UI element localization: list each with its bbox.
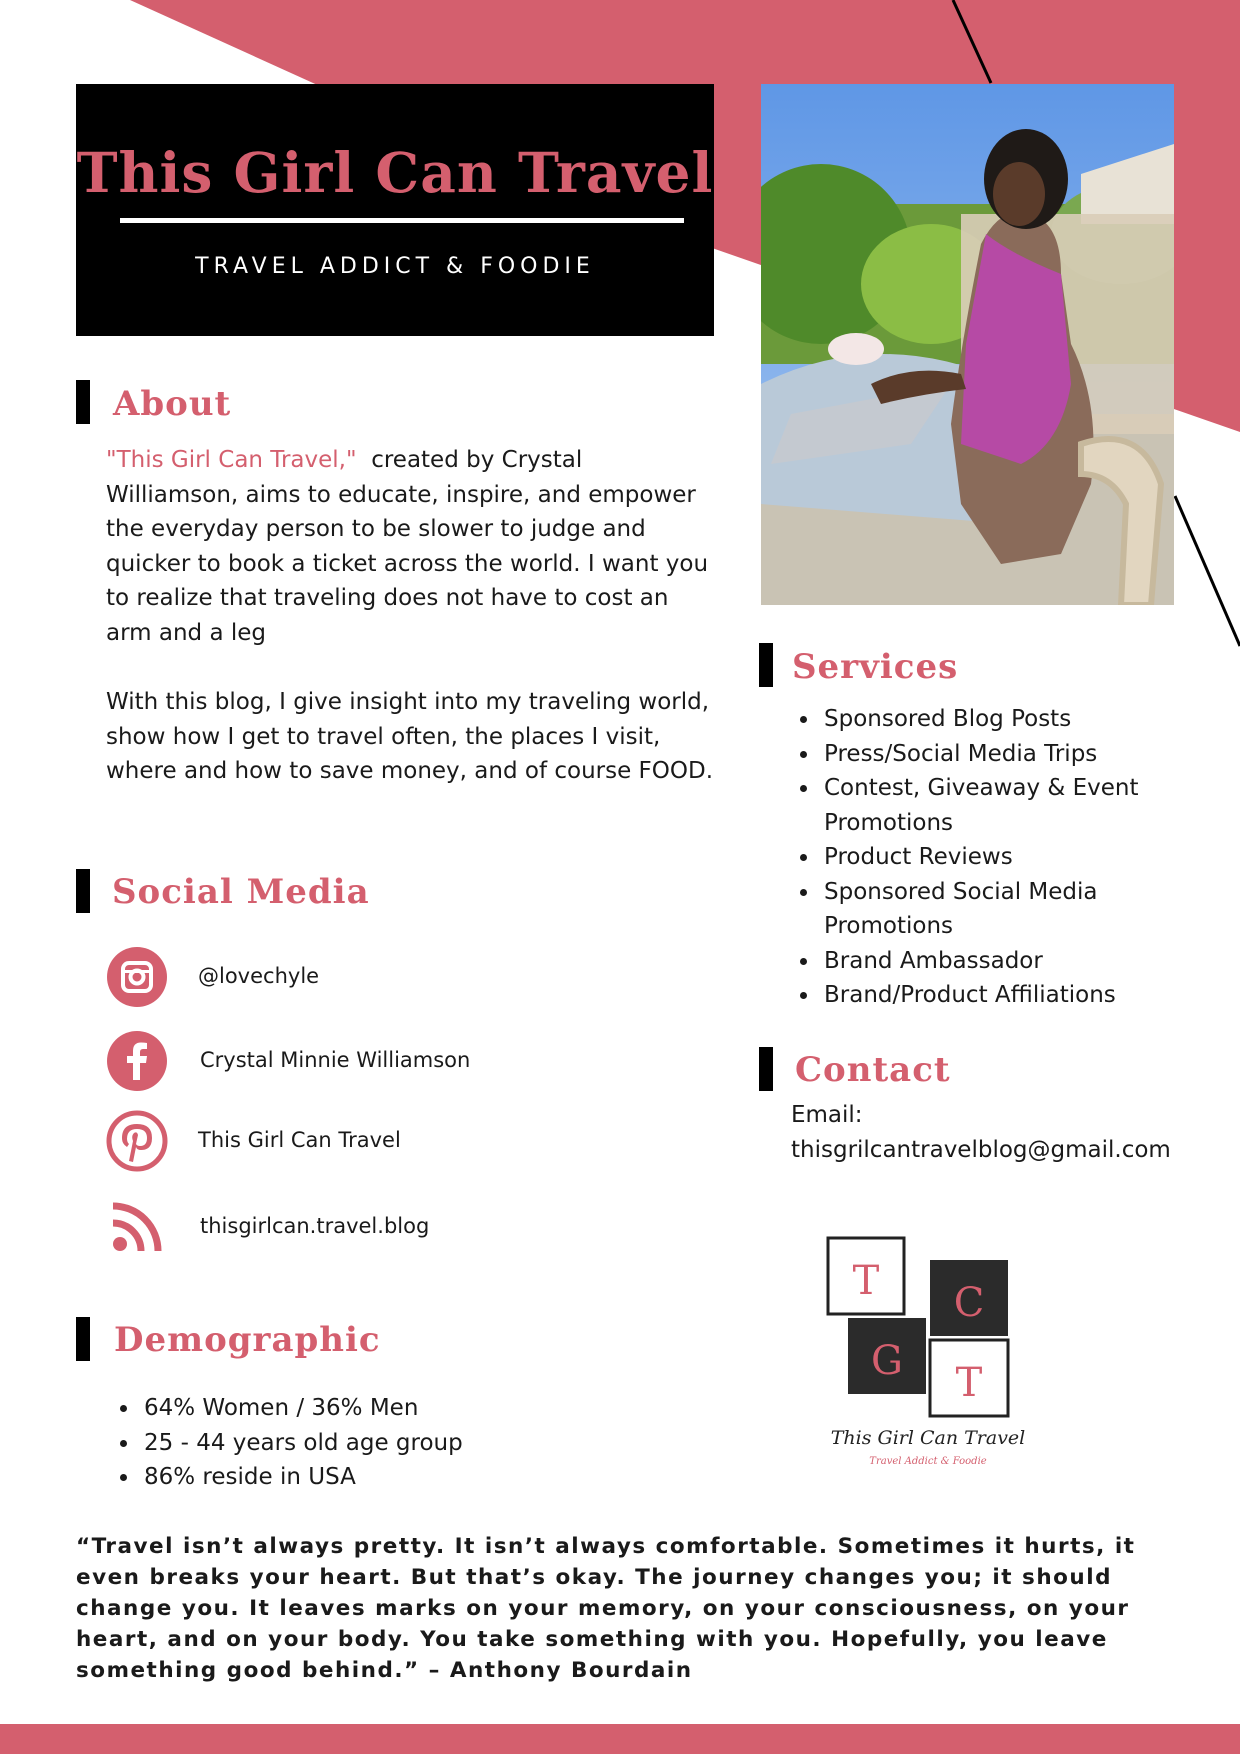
list-item: • Product Reviews — [820, 840, 1200, 875]
pinterest-icon — [106, 1110, 168, 1172]
list-item: • Sponsored Blog Posts — [820, 702, 1200, 737]
profile-photo — [761, 84, 1174, 605]
about-paragraph-2: With this blog, I give insight into my traveling world, show how I get to travel often, the places I visit, where and how to save money, and of course FOOD. — [106, 689, 714, 784]
instagram-icon — [106, 946, 168, 1008]
list-item: • 64% Women / 36% Men — [140, 1391, 463, 1426]
facebook-name: Crystal Minnie Williamson — [200, 1048, 471, 1072]
social-item-instagram[interactable] — [106, 946, 706, 1006]
contact-heading: Contact — [795, 1050, 951, 1090]
about-paragraph-1-text: created by Crystal Williamson, aims to educate, inspire, and empower the everyday person to be slower to judge and quicker to book a ticket across the world. I want you to realize that traveling does not have to cost an arm and a leg — [106, 447, 709, 646]
brand-logo — [826, 1234, 1026, 1474]
services-section-marker — [759, 643, 773, 687]
list-item: • Contest, Giveaway & Event Promotions — [820, 771, 1200, 840]
header-box — [76, 84, 714, 336]
logo-letter-2: C — [953, 1280, 985, 1326]
header-divider — [120, 218, 684, 223]
email-address[interactable]: thisgrilcantravelblog@gmail.com — [791, 1136, 1171, 1163]
services-list — [790, 702, 1200, 1013]
social-item-pinterest[interactable] — [106, 1110, 706, 1170]
blog-name: "This Girl Can Travel," — [106, 447, 357, 473]
logo-letter-3: G — [871, 1338, 903, 1384]
email-label: Email: — [791, 1102, 863, 1128]
services-heading: Services — [792, 647, 959, 687]
page-subtitle: TRAVEL ADDICT & FOODIE — [195, 254, 595, 279]
footer-bar — [0, 1724, 1240, 1754]
logo-letter-1: T — [852, 1258, 880, 1304]
social-item-blog[interactable] — [106, 1196, 706, 1256]
list-item: • Brand/Product Affiliations — [820, 978, 1200, 1013]
contact-section-marker — [759, 1047, 773, 1091]
instagram-handle: @lovechyle — [198, 964, 320, 988]
social-item-facebook[interactable] — [106, 1030, 706, 1090]
about-heading: About — [113, 384, 232, 424]
list-item: • Brand Ambassador — [820, 944, 1200, 979]
pinterest-name: This Girl Can Travel — [198, 1128, 401, 1152]
demographic-list — [110, 1391, 463, 1495]
about-section-marker — [76, 380, 90, 424]
list-item: • Press/Social Media Trips — [820, 737, 1200, 772]
closing-quote: “Travel isn’t always pretty. It isn’t always comfortable. Sometimes it hurts, it even breaks your heart. But that’s okay. The journey changes you; it should change you. It leaves marks on your memory, on your consciousness, on your heart, and on your body. You take something with you. Hopefully, you leave something good behind.” – Anthony Bourdain — [76, 1534, 1136, 1683]
logo-name: This Girl Can Travel — [830, 1427, 1026, 1449]
demographic-section-marker — [76, 1317, 90, 1361]
blog-url: thisgirlcan.travel.blog — [200, 1214, 430, 1238]
facebook-icon — [106, 1030, 168, 1092]
logo-letter-4: T — [955, 1360, 983, 1406]
logo-tagline: Travel Addict & Foodie — [869, 1456, 987, 1467]
page-title: This Girl Can Travel — [76, 140, 714, 205]
list-item: • 25 - 44 years old age group — [140, 1426, 463, 1461]
social-section-marker — [76, 869, 90, 913]
rss-icon — [106, 1196, 168, 1258]
demographic-heading: Demographic — [114, 1320, 381, 1360]
social-heading: Social Media — [112, 872, 370, 912]
about-paragraph-1 — [106, 443, 716, 650]
list-item: • Sponsored Social Media Promotions — [820, 875, 1200, 944]
list-item: • 86% reside in USA — [140, 1460, 463, 1495]
contact-block — [791, 1098, 1171, 1167]
